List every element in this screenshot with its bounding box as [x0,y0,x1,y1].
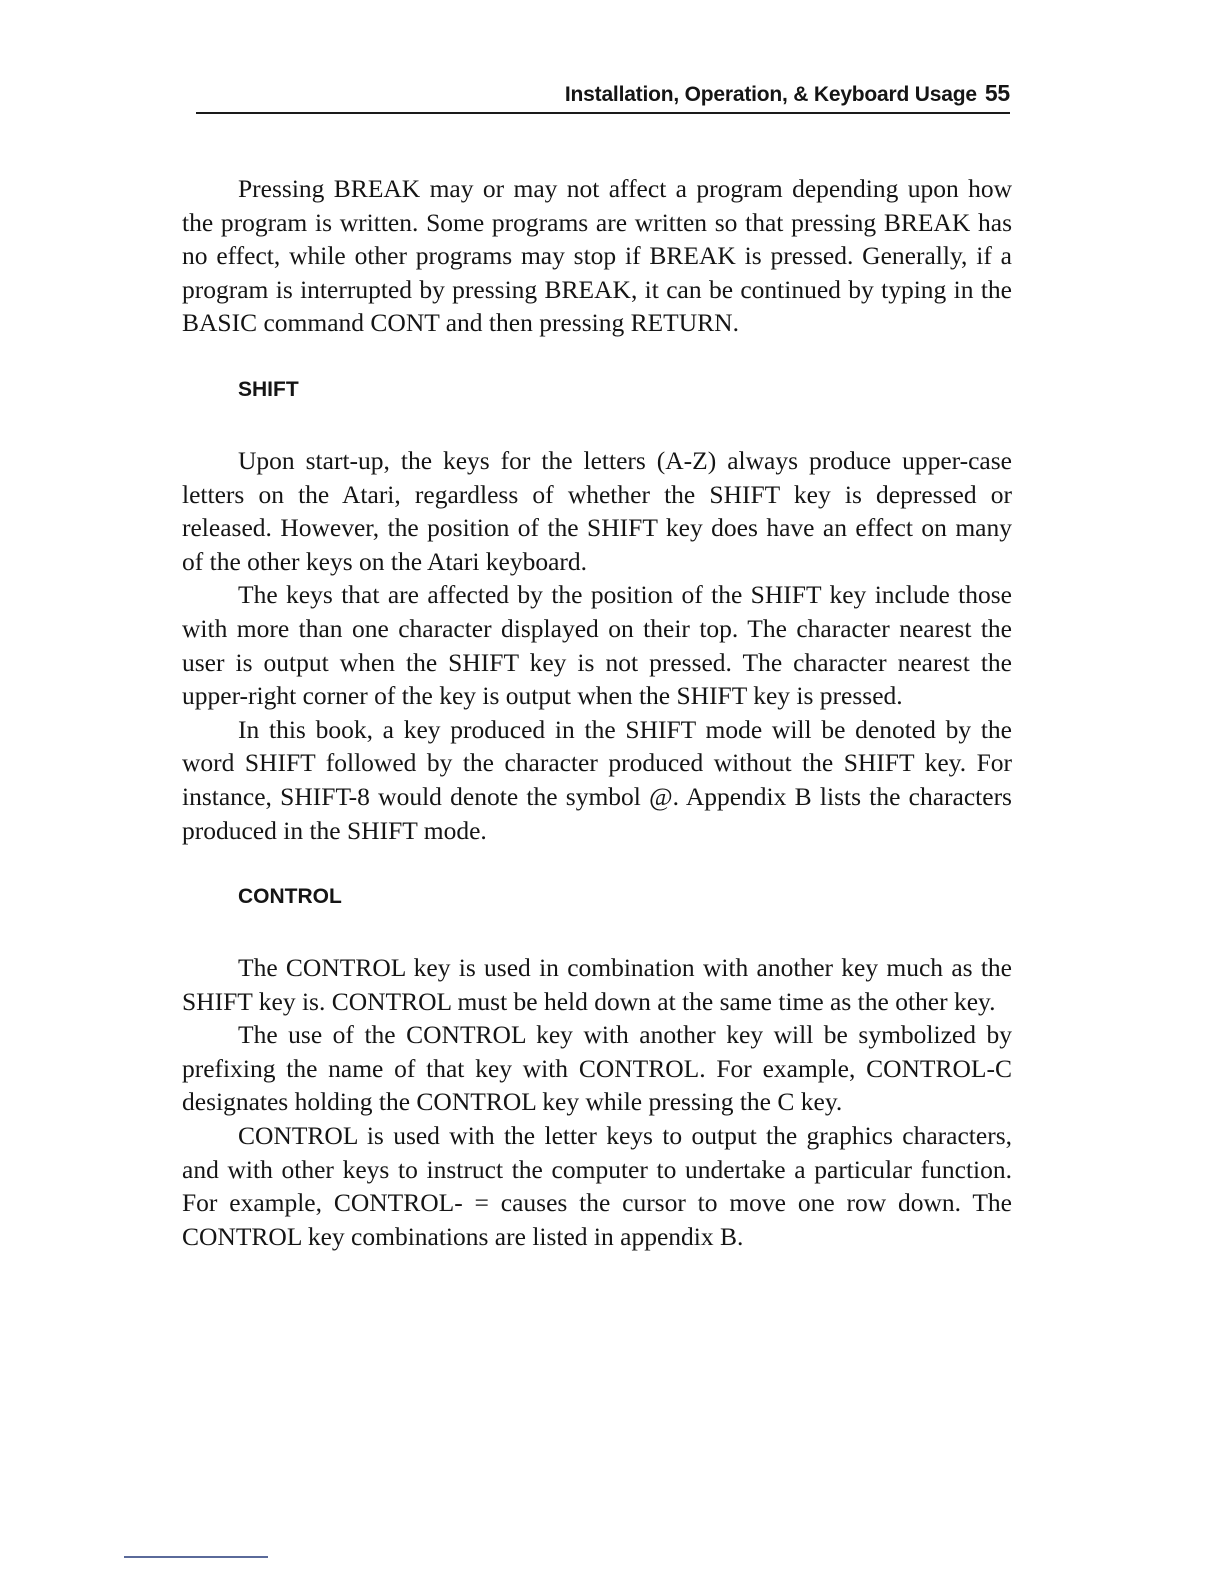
section-heading-shift: SHIFT [238,377,299,401]
section-heading-control: CONTROL [238,885,342,909]
control-paragraph-3: CONTROL is used with the letter keys to output the graphics characters, and with other keys to instruct the computer to undertake a particular function. For example, CONTROL- = causes the cursor to move one row down. The CONTROL key combinations are listed in appendix B. [182,1121,1012,1251]
footer-rule [124,1556,268,1558]
page-body [182,172,1012,1253]
shift-paragraph-1: Upon start-up, the keys for the letters (A-Z) always produce upper-case letters on the Atari, regardless of whether the SHIFT key is depressed or released. However, the position of the SHIFT key does have an effect on many of the other keys on the Atari keyboard. [182,445,1012,576]
control-paragraph-2: The use of the CONTROL key with another key will be symbolized by prefixing the name of that key with CONTROL. For example, CONTROL-C designates holding the CONTROL key while pressing the C key. [182,1020,1012,1117]
section-shift [182,376,1012,847]
control-paragraph-1: The CONTROL key is used in combination with another key much as the SHIFT key is. CONTROL must be held down at the same time as the other key. [182,953,1012,1016]
shift-paragraph-3: In this book, a key produced in the SHIFT mode will be denoted by the word SHIFT followed by the character produced without the SHIFT key. For instance, SHIFT-8 would denote the symbol @. Appendix B lists the characters produced in the SHIFT mode. [182,714,1012,845]
intro-paragraph: Pressing BREAK may or may not affect a program depending upon how the program is written. Some programs are written so that pressing BREAK has no effect, while other programs may stop if BREAK is pressed. Generally, if a program is interrupted by pressing BREAK, it can be continued by typing in the BASIC command CONT and then pressing RETURN. [182,174,1012,338]
shift-paragraph-2: The keys that are affected by the position of the SHIFT key include those with more than one character displayed on their top. The character nearest the user is output when the SHIFT key is not pressed. The character nearest the upper-right corner of the key is output when the SHIFT key is pressed. [182,580,1012,711]
section-control [182,883,1012,1253]
header-title: Installation, Operation, & Keyboard Usage [564,83,977,106]
page-number: 55 [984,80,1010,106]
running-header [196,78,1010,114]
